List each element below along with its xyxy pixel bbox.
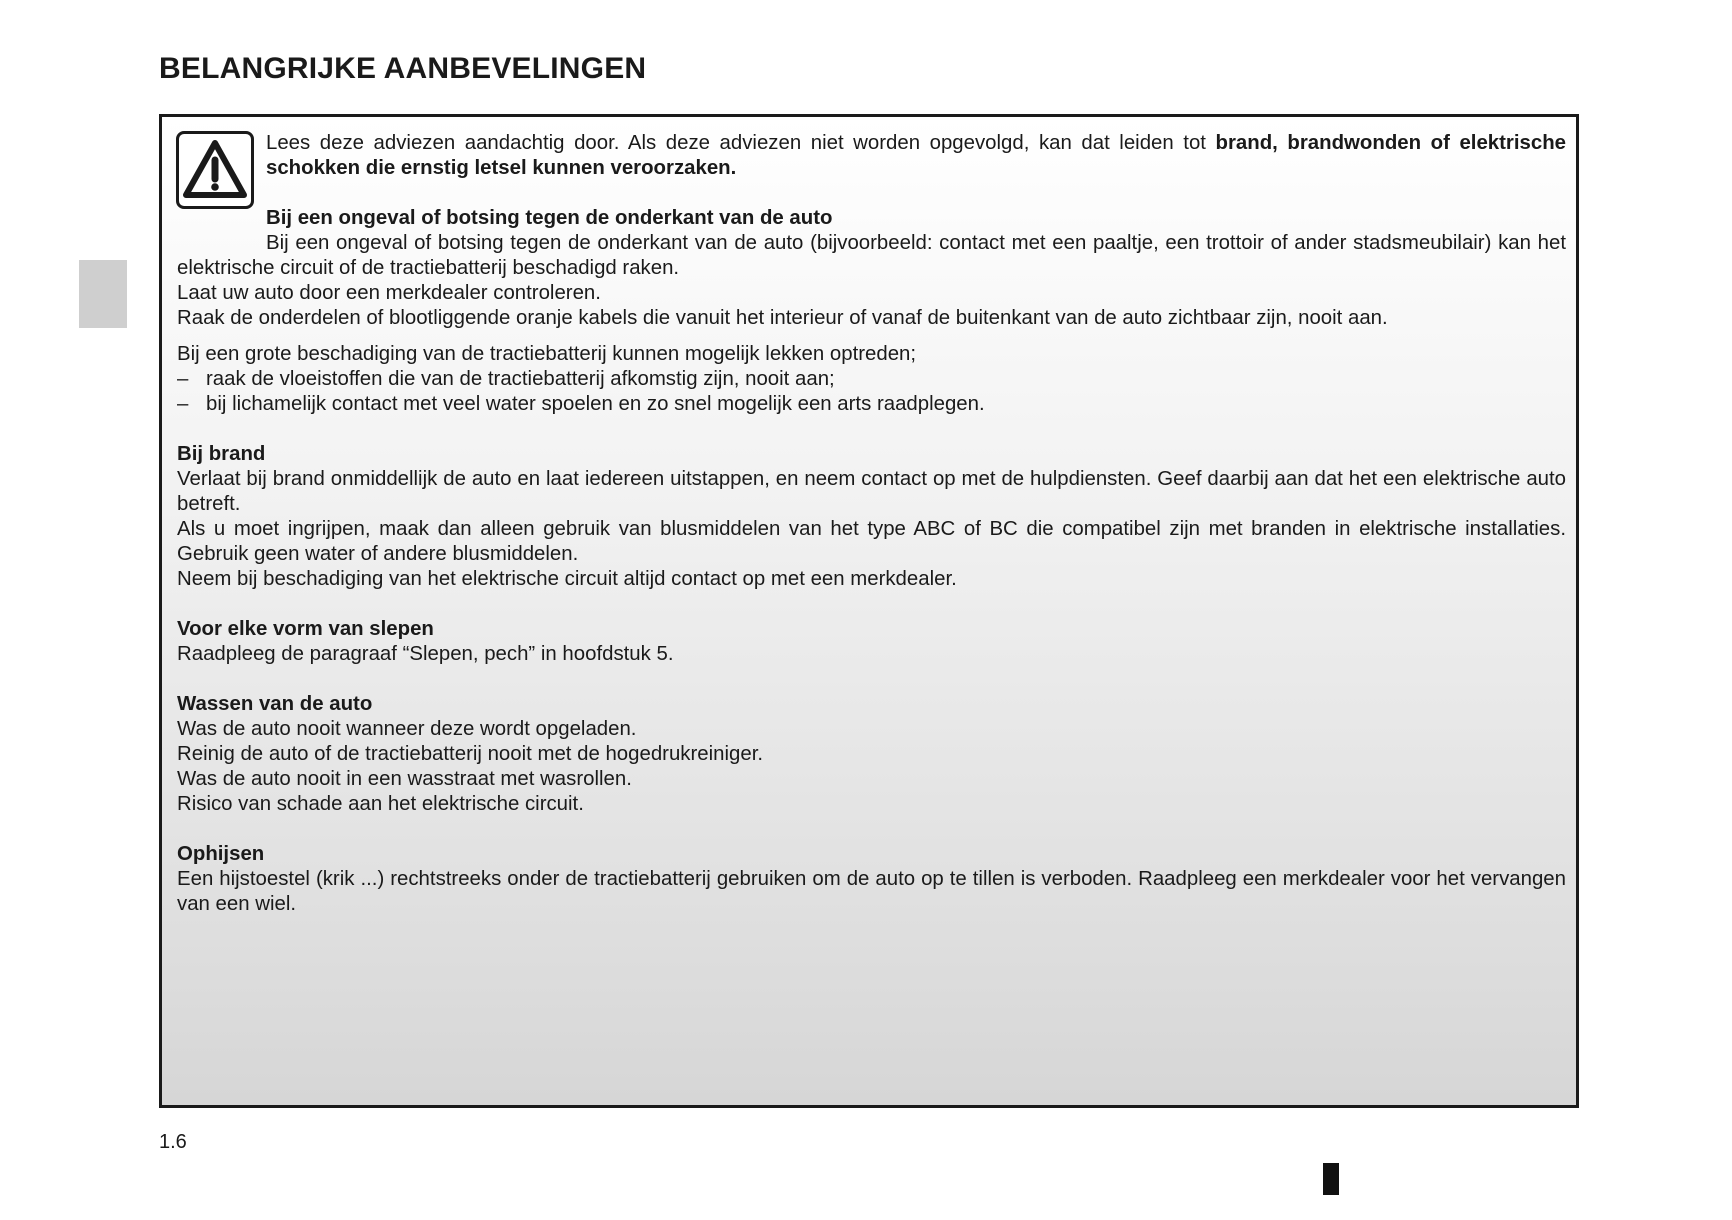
towing-text: Raadpleeg de paragraaf “Slepen, pech” in hoofdstuk 5. bbox=[177, 643, 674, 665]
chapter-tab-marker bbox=[79, 260, 127, 328]
damage-intro: Bij een grote beschadiging van de tractiebatterij kunnen mogelijk lekken optreden; bbox=[177, 343, 917, 365]
list-dash: – bbox=[177, 393, 189, 415]
list-item-text: bij lichamelijk contact met veel water spoelen en zo snel mogelijk een arts raadplegen. bbox=[206, 393, 985, 415]
accident-dealer-text: Laat uw auto door een merkdealer controleren. bbox=[177, 282, 601, 304]
warning-intro bbox=[266, 131, 1566, 181]
list-item-text: raak de vloeistoffen die van de tractiebatterij afkomstig zijn, nooit aan; bbox=[206, 368, 835, 390]
list-dash: – bbox=[177, 368, 189, 390]
warning-box bbox=[159, 114, 1579, 1108]
accident-text: Bij een ongeval of botsing tegen de onderkant van de auto (bijvoorbeeld: contact met een paaltje, een trottoir of ander stadsmeubilair) kan het elektrische circuit of de tractiebatterij beschadigd raken. bbox=[177, 232, 1566, 279]
fire-text-1: Verlaat bij brand onmiddellijk de auto en laat iedereen uitstappen, en neem contact op met de hulpdiensten. Geef daarbij aan dat het een elektrische auto betreft. bbox=[177, 468, 1566, 515]
accident-cables-text: Raak de onderdelen of blootliggende oranje kabels die vanuit het interieur of vanaf de buitenkant van de auto zichtbaar zijn, nooit aan. bbox=[177, 307, 1388, 329]
lifting-text: Een hijstoestel (krik ...) rechtstreeks onder de tractiebatterij gebruiken om de auto op te tillen is verboden. Raadpleeg een merkdealer voor het vervangen van een wiel. bbox=[177, 868, 1566, 915]
damage-list-item bbox=[177, 367, 1566, 392]
lifting-heading: Ophijsen bbox=[177, 843, 265, 865]
washing-text-3: Was de auto nooit in een wasstraat met wasrollen. bbox=[177, 768, 632, 790]
fire-heading: Bij brand bbox=[177, 443, 266, 465]
fire-text-2: Als u moet ingrijpen, maak dan alleen gebruik van blusmiddelen van het type ABC of BC die compatibel zijn met branden in elektrische installaties. Gebruik geen water of andere blusmiddelen. bbox=[177, 518, 1566, 565]
towing-heading: Voor elke vorm van slepen bbox=[177, 618, 434, 640]
damage-list-item bbox=[177, 392, 1566, 417]
washing-text-4: Risico van schade aan het elektrische circuit. bbox=[177, 793, 584, 815]
warning-content bbox=[177, 131, 1566, 917]
accident-heading: Bij een ongeval of botsing tegen de onderkant van de auto bbox=[266, 207, 833, 229]
warning-intro-bold: brand, brandwonden of elektrische schokken die ernstig letsel kunnen veroorzaken. bbox=[266, 132, 1566, 179]
warning-intro-text: Lees deze adviezen aandachtig door. Als deze adviezen niet worden opgevolgd, kan dat leiden tot bbox=[266, 132, 1216, 154]
washing-heading: Wassen van de auto bbox=[177, 693, 373, 715]
page-number: 1.6 bbox=[159, 1131, 187, 1153]
washing-text-2: Reinig de auto of de tractiebatterij nooit met de hogedrukreiniger. bbox=[177, 743, 764, 765]
fire-text-3: Neem bij beschadiging van het elektrische circuit altijd contact op met een merkdealer. bbox=[177, 568, 957, 590]
page-title: BELANGRIJKE AANBEVELINGEN bbox=[159, 52, 647, 85]
washing-text-1: Was de auto nooit wanneer deze wordt opgeladen. bbox=[177, 718, 637, 740]
print-corner-mark bbox=[1323, 1163, 1339, 1195]
